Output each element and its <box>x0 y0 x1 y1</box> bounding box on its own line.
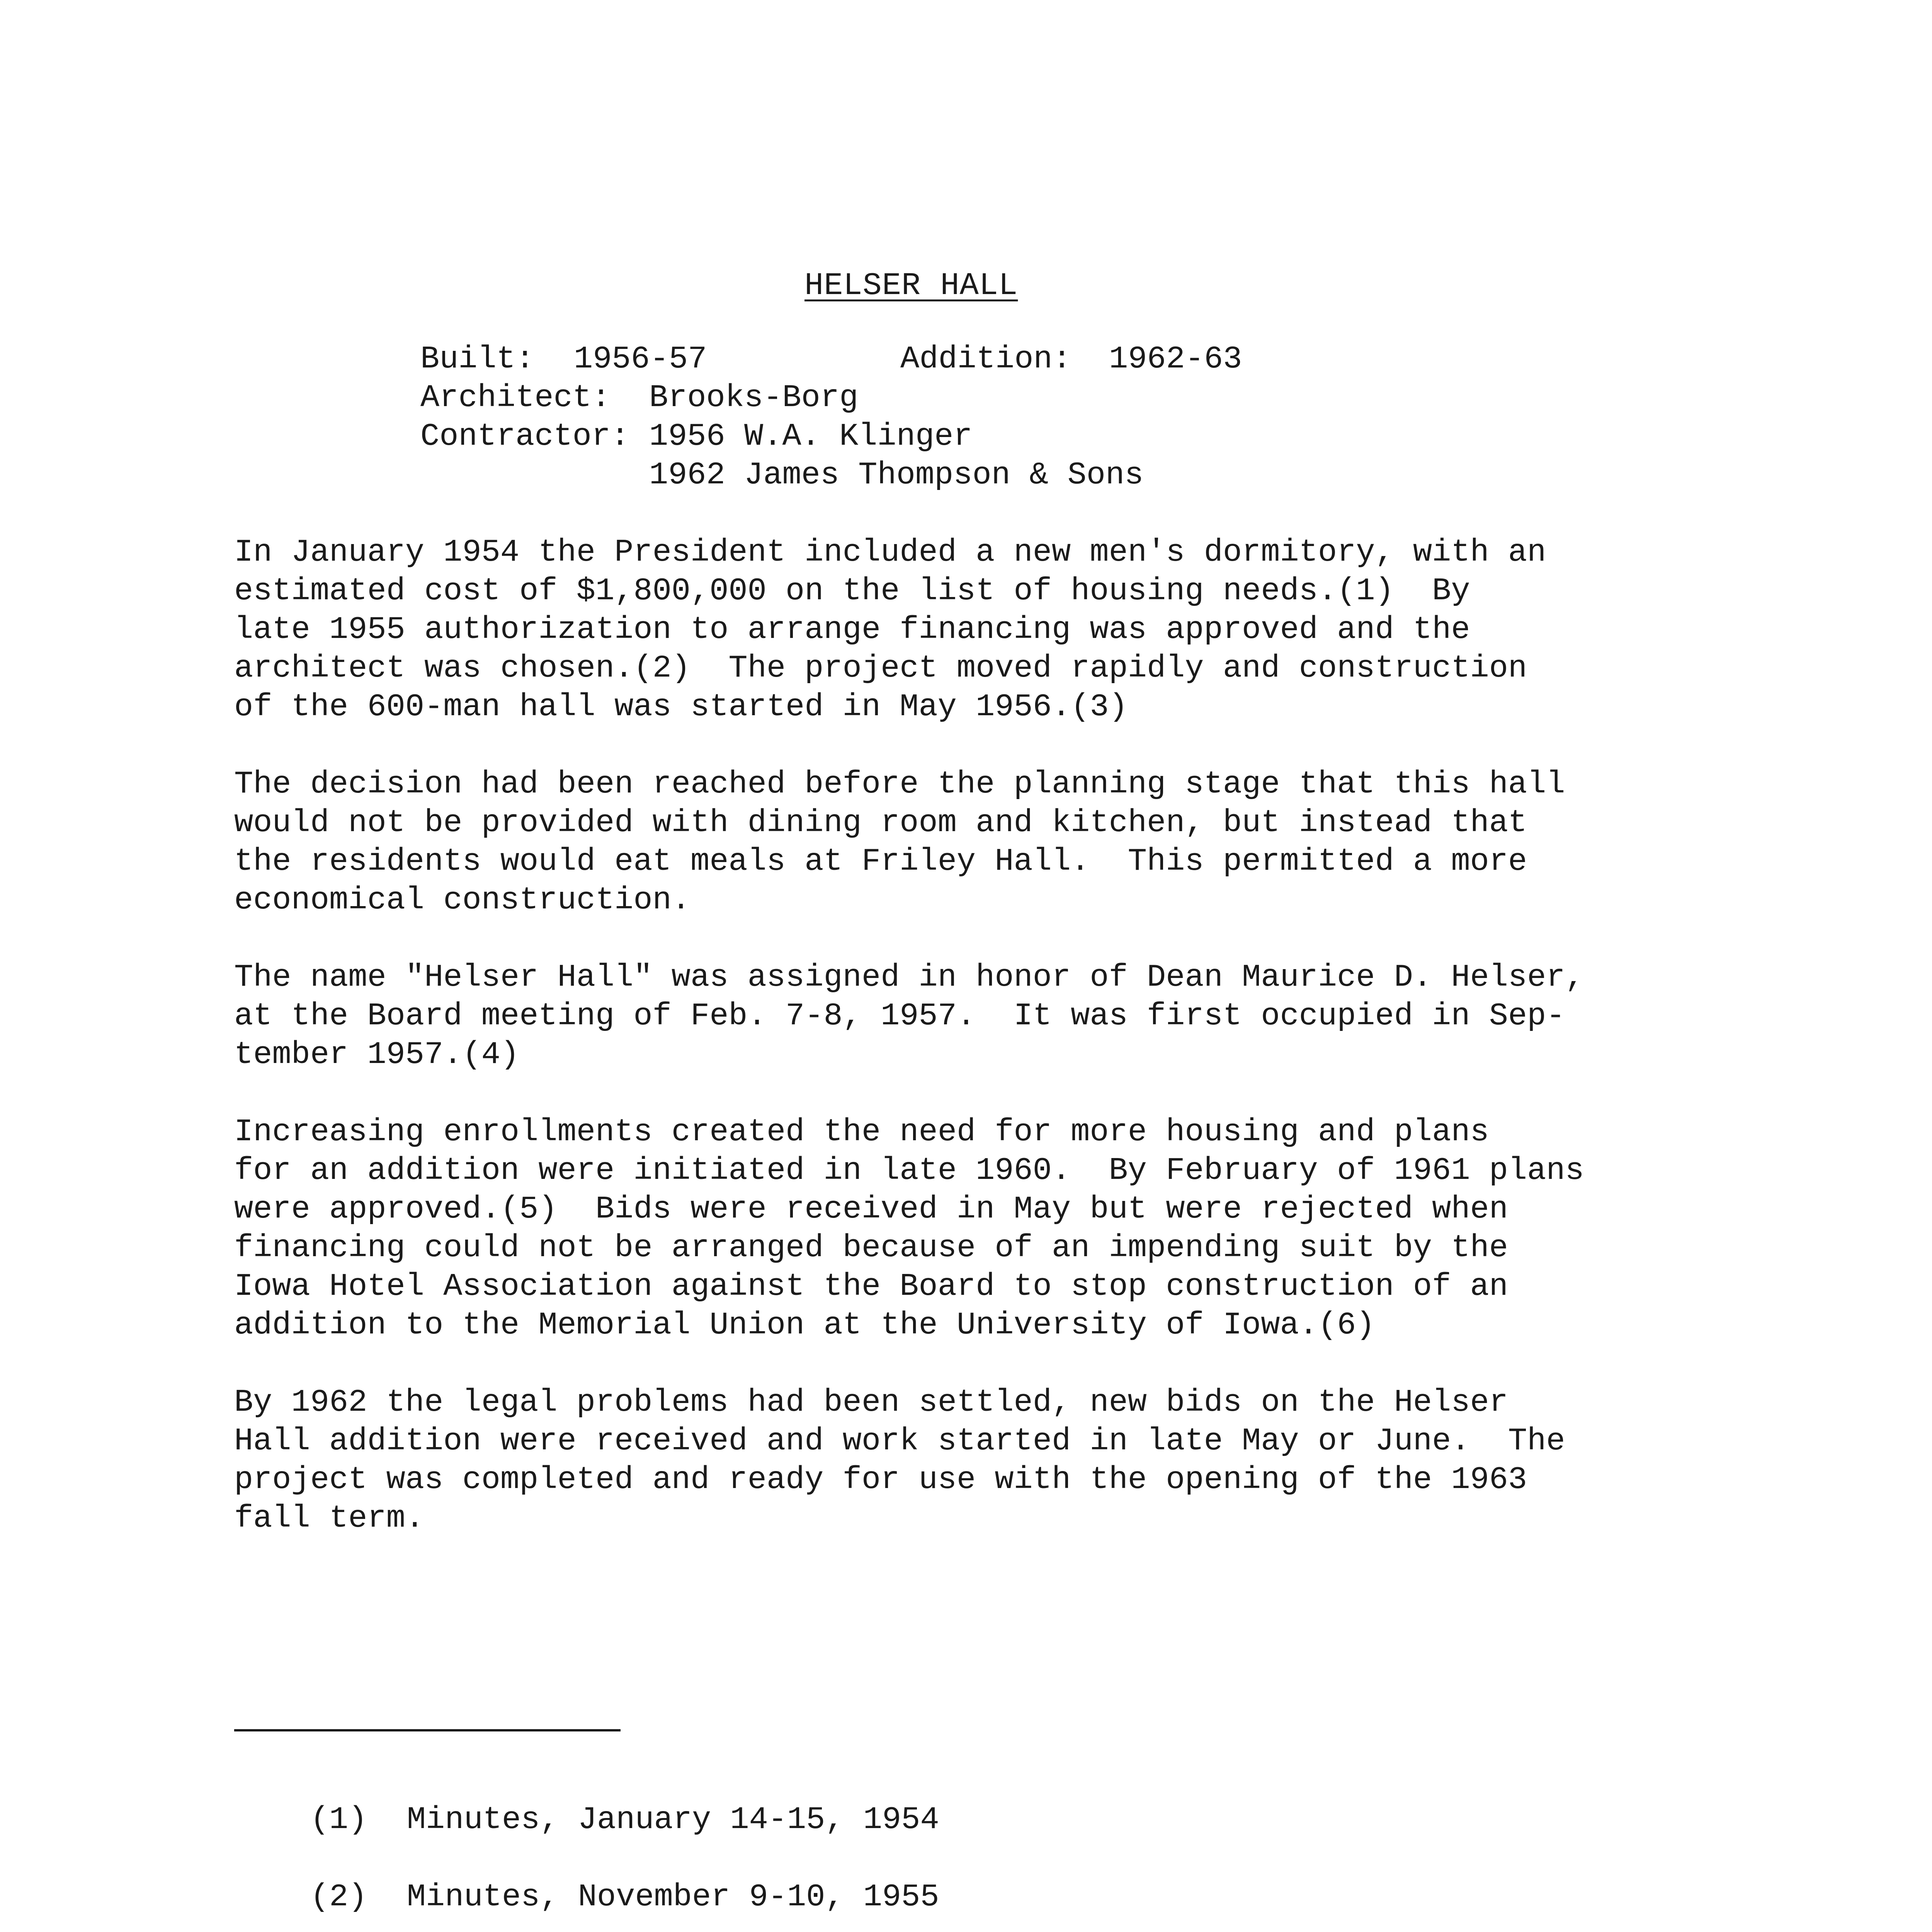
paragraph-1 <box>234 533 1625 726</box>
paragraph-line: estimated cost of $1,800,000 on the list of housing needs.(1) By <box>234 573 1470 609</box>
contractor-value-1: 1956 W.A. Klinger <box>649 418 973 454</box>
paragraph-line: Iowa Hotel Association against the Board to stop construction of an <box>234 1269 1508 1304</box>
paragraph-line: The decision had been reached before the planning stage that this hall <box>234 766 1565 802</box>
paragraph-line: late 1955 authorization to arrange financing was approved and the <box>234 612 1470 648</box>
paragraph-5 <box>234 1383 1625 1538</box>
paragraph-line: architect was chosen.(2) The project moved rapidly and construction <box>234 650 1527 686</box>
footnote-divider <box>234 1729 621 1731</box>
paragraph-line: economical construction. <box>234 882 690 918</box>
paragraph-line: would not be provided with dining room and kitchen, but instead that <box>234 805 1527 841</box>
footnote-number: (2) <box>310 1879 367 1915</box>
paragraph-line: were approved.(5) Bids were received in May but were rejected when <box>234 1191 1508 1227</box>
paragraph-2 <box>234 765 1625 920</box>
addition-value: 1962-63 <box>1109 341 1242 377</box>
addition-label: Addition: <box>900 341 1071 377</box>
page-title: HELSER HALL <box>804 268 1018 304</box>
built-label: Built: <box>420 341 535 377</box>
paragraph-line: project was completed and ready for use with the opening of the 1963 <box>234 1462 1527 1498</box>
paragraph-line: addition to the Memorial Union at the University of Iowa.(6) <box>234 1307 1375 1343</box>
architect-label: Architect: <box>420 380 611 416</box>
footnote-number: (1) <box>310 1802 367 1838</box>
paragraph-line: of the 600-man hall was started in May 1956.(3) <box>234 689 1128 725</box>
built-value: 1956-57 <box>574 341 707 377</box>
paragraph-line: Increasing enrollments created the need for more housing and plans <box>234 1114 1489 1150</box>
footnote-text: Minutes, January 14-15, 1954 <box>406 1802 939 1838</box>
paragraph-line: at the Board meeting of Feb. 7-8, 1957. It was first occupied in Sep- <box>234 998 1565 1034</box>
paragraph-line: By 1962 the legal problems had been settled, new bids on the Helser <box>234 1384 1508 1420</box>
paragraph-line: In January 1954 the President included a new men's dormitory, with an <box>234 534 1546 570</box>
paragraph-line: tember 1957.(4) <box>234 1037 520 1073</box>
paragraph-line: for an addition were initiated in late 1960. By February of 1961 plans <box>234 1153 1584 1189</box>
footnote-text: Minutes, November 9-10, 1955 <box>406 1879 939 1915</box>
contractor-value-2: 1962 James Thompson & Sons <box>649 457 1144 493</box>
paragraph-line: financing could not be arranged because of an impending suit by the <box>234 1230 1508 1266</box>
paragraph-line: the residents would eat meals at Friley Hall. This permitted a more <box>234 844 1527 879</box>
contractor-label: Contractor: <box>420 418 630 454</box>
footnote-3 <box>234 1917 863 1932</box>
paragraph-line: fall term. <box>234 1500 425 1536</box>
paragraph-line: The name "Helser Hall" was assigned in honor of Dean Maurice D. Helser, <box>234 959 1584 995</box>
paragraph-4 <box>234 1113 1625 1345</box>
paragraph-3 <box>234 958 1625 1074</box>
architect-value: Brooks-Borg <box>649 380 859 416</box>
paragraph-line: Hall addition were received and work started in late May or June. The <box>234 1423 1565 1459</box>
